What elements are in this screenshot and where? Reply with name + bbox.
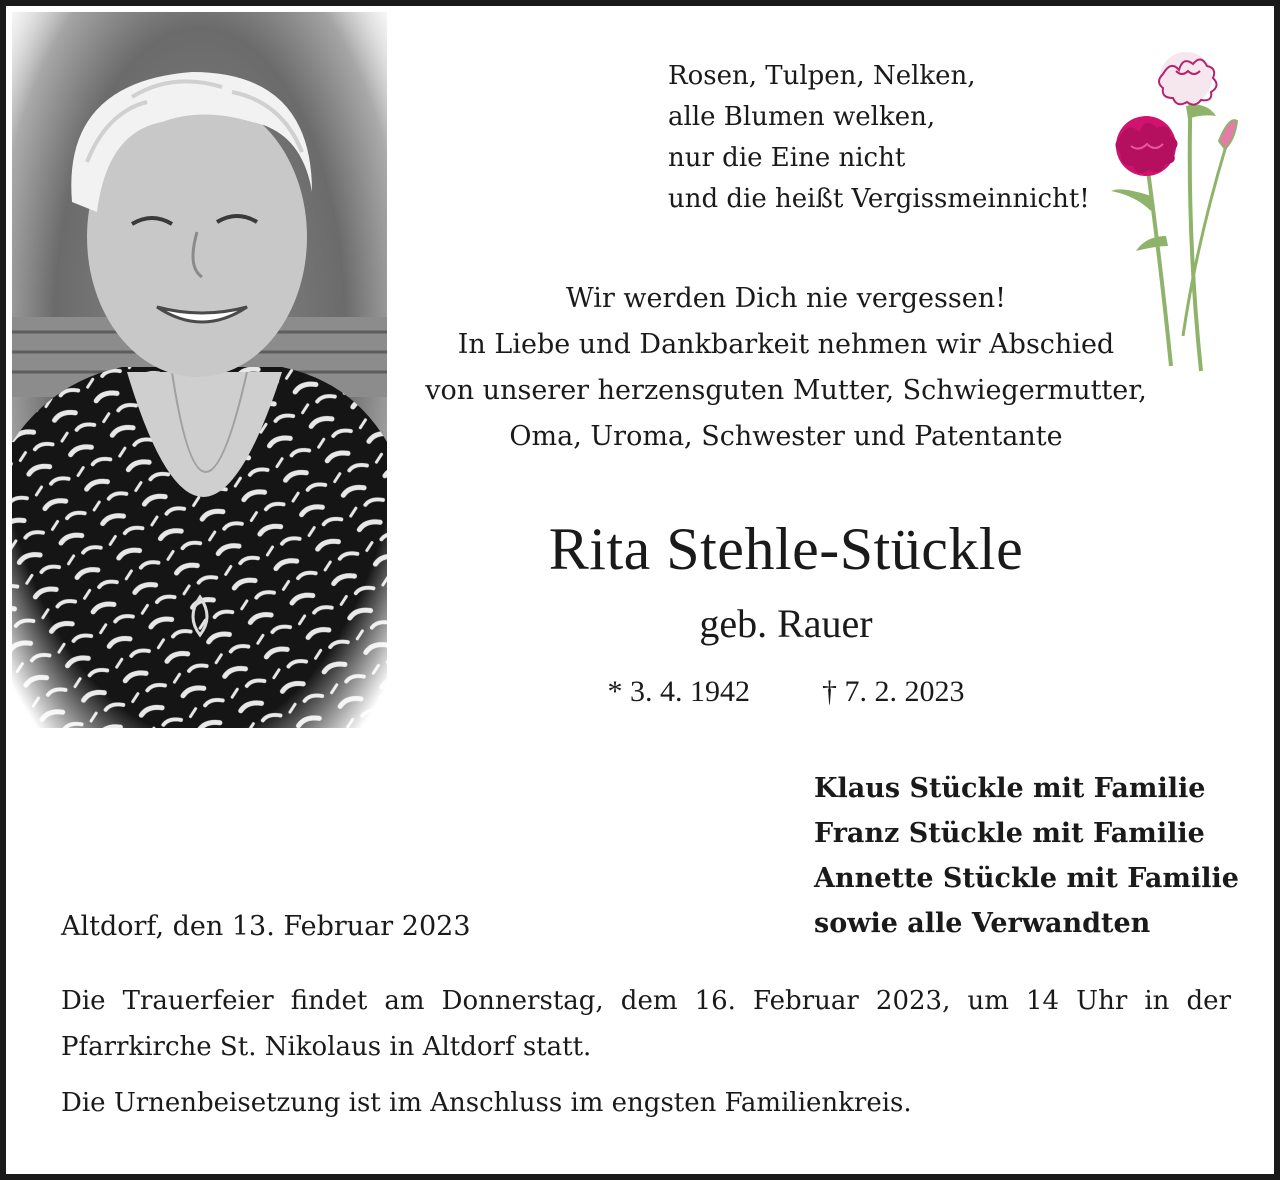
- poem: [668, 56, 1090, 220]
- death-date: † 7. 2. 2023: [822, 675, 965, 708]
- mourner-item: Franz Stückle mit Familie: [814, 818, 1205, 849]
- life-dates: [396, 671, 1176, 713]
- farewell-line: von unserer herzensguten Mutter, Schwiegermutter,: [425, 375, 1147, 406]
- poem-line: und die heißt Vergissmeinnicht!: [668, 184, 1090, 214]
- birth-date: * 3. 4. 1942: [607, 675, 750, 708]
- portrait-photo: [12, 12, 387, 728]
- farewell-line: In Liebe und Dankbarkeit nehmen wir Abschied: [457, 329, 1115, 360]
- poem-line: nur die Eine nicht: [668, 143, 906, 173]
- place-date: Altdorf, den 13. Februar 2023: [61, 911, 471, 942]
- service-info: Die Trauerfeier findet am Donnerstag, dem 16. Februar 2023, um 14 Uhr in der Pfarrkirche St. Nikolaus in Altdorf statt.: [61, 986, 1231, 1062]
- farewell-text: [396, 276, 1176, 460]
- poem-line: alle Blumen welken,: [668, 102, 936, 132]
- white-carnation-icon: [1159, 52, 1217, 105]
- poem-line: Rosen, Tulpen, Nelken,: [668, 61, 976, 91]
- maiden-name: geb. Rauer: [699, 601, 873, 646]
- portrait-icon: [12, 12, 387, 728]
- mourner-item: Annette Stückle mit Familie: [814, 863, 1239, 894]
- mourner-item: Klaus Stückle mit Familie: [814, 773, 1206, 804]
- mourners-list: [814, 766, 1239, 946]
- mourner-item: sowie alle Verwandten: [814, 908, 1151, 939]
- magenta-carnation-icon: [1115, 116, 1177, 176]
- deceased-name: Rita Stehle-Stückle: [548, 516, 1024, 582]
- farewell-line: Oma, Uroma, Schwester und Patentante: [509, 421, 1063, 452]
- burial-info: Die Urnenbeisetzung ist im Anschluss im engsten Familienkreis.: [61, 1088, 912, 1118]
- farewell-line: Wir werden Dich nie vergessen!: [566, 283, 1006, 314]
